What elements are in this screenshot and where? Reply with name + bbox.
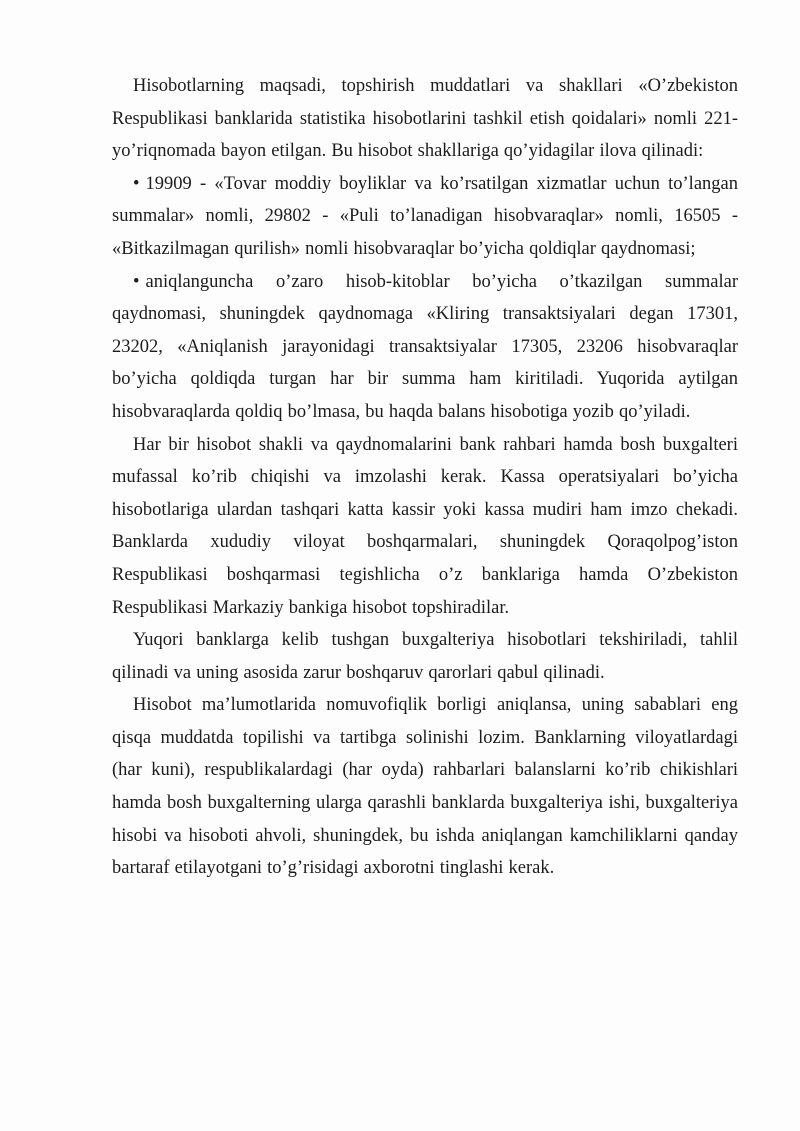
paragraph: Har bir hisobot shakli va qaydnomalarini bank rahbari hamda bosh buxgalteri mufassal ko’rib chiqishi va imzolashi kerak. Kassa operatsiyalari bo’yicha hisobotlariga ulardan tashqari katta kassir yoki kassa mudiri ham imzo chekadi. Banklarda xududiy viloyat boshqarmalari, shuningdek Qoraqolpog’iston Respublikasi boshqarmasi tegishlicha o’z banklariga hamda O’zbekiston Respublikasi Markaziy bankiga hisobot topshiradilar. [112,434,738,618]
paragraph-text: aniqlanguncha o’zaro hisob-kitoblar bo’yicha o’tkazilgan summalar qaydnomasi, shuningdek qaydnomaga «Kliring transaktsiyalari degan 17301, 23202, «Aniqlanish jarayonidagi transaktsiyalar 17305, 23206 hisobvaraqlar bo’yicha qoldiqda turgan har bir summa ham kiritiladi. Yuqorida aytilgan hisobvaraqlarda qoldiq bo’lmasa, bu haqda balans hisobotiga yozib qo’yiladi. [112,271,738,422]
bullet-marker: • [133,173,140,194]
paragraph-text: 19909 - «Tovar moddiy boyliklar va ko’rsatilgan xizmatlar uchun to’langan summalar» nomli, 29802 - «Puli to’lanadigan hisobvaraqlar» nomli, 16505 - «Bitkazilmagan qurilish» nomli hisobvaraqlar bo’yicha qoldiqlar qaydnomasi; [112,173,738,259]
bullet-paragraph [112,266,738,429]
paragraph: Hisobotlarning maqsadi, topshirish muddatlari va shakllari «O’zbekiston Respublikasi banklarida statistika hisobotlarini tashkil etish qoidalari» nomli 221-yo’riqnomada bayon etilgan. Bu hisobot shakllariga qo’yidagilar ilova qilinadi: [112,76,738,162]
bullet-marker: • [133,271,140,292]
paragraph: Yuqori banklarga kelib tushgan buxgalteriya hisobotlari tekshiriladi, tahlil qilinadi va uning asosida zarur boshqaruv qarorlari qabul qilinadi. [112,630,738,683]
document-body [112,70,738,885]
paragraph: Hisobot ma’lumotlarida nomuvofiqlik borligi aniqlansa, uning sabablari eng qisqa muddatda topilishi va tartibga solinishi lozim. Banklarning viloyatlardagi (har kuni), respublikalardagi (har oyda) rahbarlari balanslarni ko’rib chikishlari hamda bosh buxgalterning ularga qarashli banklarda buxgalteriya ishi, buxgalteriya hisobi va hisoboti ahvoli, shuningdek, bu ishda aniqlangan kamchiliklarni qanday bartaraf etilayotgani to’g’risidagi axborotni tinglashi kerak. [112,695,738,879]
bullet-paragraph [112,168,738,266]
